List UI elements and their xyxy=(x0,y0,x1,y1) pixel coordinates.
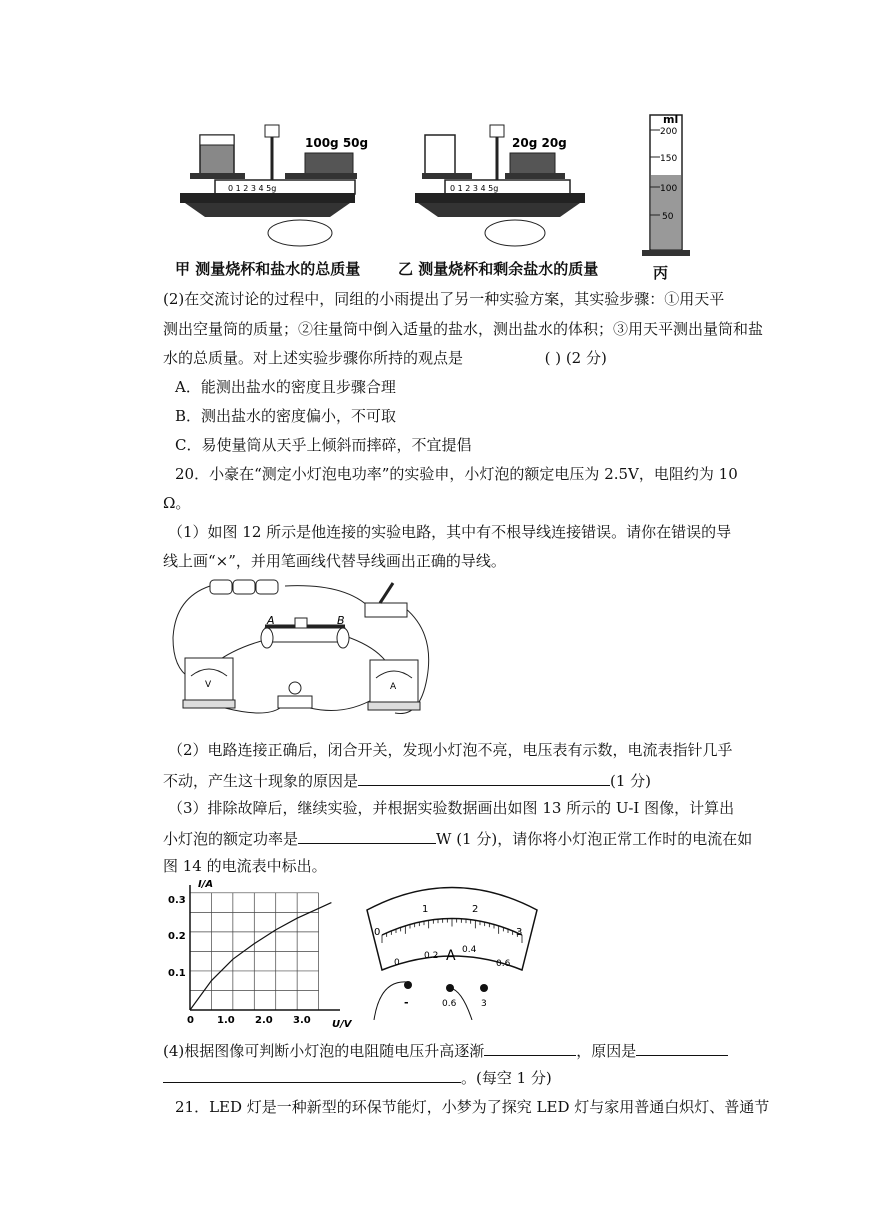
caption-b: 乙 测量烧杯和剩余盐水的质量 xyxy=(398,260,599,278)
blank-reason[interactable] xyxy=(358,769,610,786)
blank-trend[interactable] xyxy=(484,1039,576,1056)
q20-p4-line1 xyxy=(163,1039,738,1061)
q20-p3-line2 xyxy=(163,827,753,849)
meter-inner-1: 0.2 xyxy=(424,951,439,961)
blank-cause-2[interactable] xyxy=(163,1066,461,1083)
cylinder-tick-100: 100 xyxy=(660,184,678,194)
blank-power[interactable] xyxy=(298,827,436,844)
rheostat xyxy=(261,614,349,648)
x-tick-3: 3.0 xyxy=(293,1015,311,1026)
cylinder-unit: ml xyxy=(663,113,679,126)
q19-2-answer-bracket[interactable]: ( ) (2 分) xyxy=(544,349,607,367)
blank-cause-1[interactable] xyxy=(636,1039,728,1056)
q21-line1: 21．LED 灯是一种新型的环保节能灯，小梦为了探究 LED 灯与家用普通白炽灯、普通节 xyxy=(175,1098,770,1116)
meter-outer-2: 2 xyxy=(472,904,479,915)
meter-outer-1: 1 xyxy=(422,904,429,915)
meter-inner-0: 0 xyxy=(394,958,400,968)
ammeter-face xyxy=(362,880,542,1020)
q20-p3-line3: 图 14 的电流表中标出。 xyxy=(163,857,327,875)
q20-p3-rest: W (1 分)，请你将小灯泡正常工作时的电流在如 xyxy=(436,830,753,848)
q20-p1-line1: （1）如图 12 所示是他连接的实验电路，其中有不根导线连接错误。请你在错误的导 xyxy=(168,523,732,541)
lead-wire xyxy=(374,982,407,1020)
graduated-cylinder xyxy=(642,113,690,256)
q20-p2-line2 xyxy=(163,769,738,791)
scale-a-text: 0 1 2 3 4 5g xyxy=(228,184,277,193)
rheostat-label-b: B xyxy=(337,614,345,627)
q20-line1: 20．小豪在“测定小灯泡电功率”的实验申，小灯泡的额定电压为 2.5V，电阻约为 10 xyxy=(175,465,738,483)
meter-outer-0: 0 xyxy=(374,927,381,938)
meter-inner-3: 0.6 xyxy=(496,959,511,969)
caption-c: 丙 xyxy=(653,264,669,282)
weights-a-text: 100g 50g xyxy=(305,136,369,150)
meter-inner-2: 0.4 xyxy=(462,945,477,955)
terminal-label-3: 3 xyxy=(481,999,487,1009)
bulb xyxy=(278,682,312,708)
weights-b-text: 20g 20g xyxy=(512,136,567,150)
y-tick-1: 0.1 xyxy=(168,968,186,979)
switch xyxy=(365,583,407,617)
q20-p4-mid: ，原因是 xyxy=(576,1042,637,1060)
cylinder-tick-150: 150 xyxy=(660,154,678,164)
q20-p3-line1-text: （3）排除故障后，继续实验，并根据实验数据画出如图 13 所示的 U-I 图像，计算出 xyxy=(168,799,735,817)
q20-p4-line2 xyxy=(163,1066,738,1088)
x-tick-0: 0 xyxy=(187,1015,194,1026)
q19-2-line1: (2)在交流讨论的过程中，同组的小雨提出了另一种实验方案，其实验步骤：①用天平 xyxy=(163,290,725,308)
ammeter-label: A xyxy=(390,682,397,692)
scale-b-text: 0 1 2 3 4 5g xyxy=(450,184,499,193)
q20-p2-line1: （2）电路连接正确后，闭合开关，发现小灯泡不亮，电压表有示数，电流表指针几乎 xyxy=(168,741,733,759)
terminal-label-06: 0.6 xyxy=(442,999,457,1009)
y-tick-3: 0.3 xyxy=(168,895,186,906)
q19-2-line2: 测出空量筒的质量；②往量筒中倒入适量的盐水，测出盐水的体积；③用天平测出量筒和盐 xyxy=(163,320,764,338)
option-b: B．测出盐水的密度偏小，不可取 xyxy=(175,407,397,425)
q19-2-line3-text: 水的总质量。对上述实验步骤你所持的观点是 xyxy=(163,349,464,367)
option-a: A．能测出盐水的密度且步骤合理 xyxy=(175,378,396,396)
voltmeter xyxy=(183,658,235,708)
y-axis-label: I/A xyxy=(198,879,214,890)
ammeter xyxy=(368,660,420,710)
q20-p3-line1 xyxy=(168,798,743,818)
ui-chart xyxy=(160,875,360,1030)
q20-p4-score: 。(每空 1 分) xyxy=(461,1069,552,1087)
q20-p3-text: 小灯泡的额定功率是 xyxy=(163,830,299,848)
option-c: C．易使量筒从天乎上倾斜而摔碎，不宜提倡 xyxy=(175,436,472,454)
terminal-label-neg: - xyxy=(404,996,409,1009)
x-tick-2: 2.0 xyxy=(255,1015,273,1026)
cylinder-tick-50: 50 xyxy=(662,212,674,222)
meter-unit: A xyxy=(446,948,456,964)
q20-line2: Ω。 xyxy=(163,494,191,512)
rheostat-label-a: A xyxy=(267,614,275,627)
terminal-3[interactable] xyxy=(480,984,488,992)
y-tick-2: 0.2 xyxy=(168,931,186,942)
q19-2-line3 xyxy=(163,348,738,368)
q20-p1-line2: 线上画“×”，并用笔画线代替导线画出正确的导线。 xyxy=(163,552,506,570)
q20-p2-text: 不动，产生这十现象的原因是 xyxy=(163,772,359,790)
x-tick-1: 1.0 xyxy=(217,1015,235,1026)
x-axis-label: U/V xyxy=(332,1019,352,1030)
q20-p4-text: (4)根据图像可判断小灯泡的电阻随电压升高逐渐 xyxy=(163,1042,485,1060)
q20-p2-score: (1 分) xyxy=(610,772,652,790)
chart-grid xyxy=(190,893,319,1010)
voltmeter-label: V xyxy=(205,680,212,690)
terminal-negative[interactable] xyxy=(404,981,412,989)
caption-a: 甲 测量烧杯和盐水的总质量 xyxy=(175,260,361,278)
balance-b xyxy=(415,125,585,246)
meter-outer-3: 3 xyxy=(516,927,523,938)
circuit-figure xyxy=(165,578,445,728)
balance-a xyxy=(180,125,368,246)
cylinder-tick-200: 200 xyxy=(660,127,678,137)
battery-pack xyxy=(210,580,278,594)
